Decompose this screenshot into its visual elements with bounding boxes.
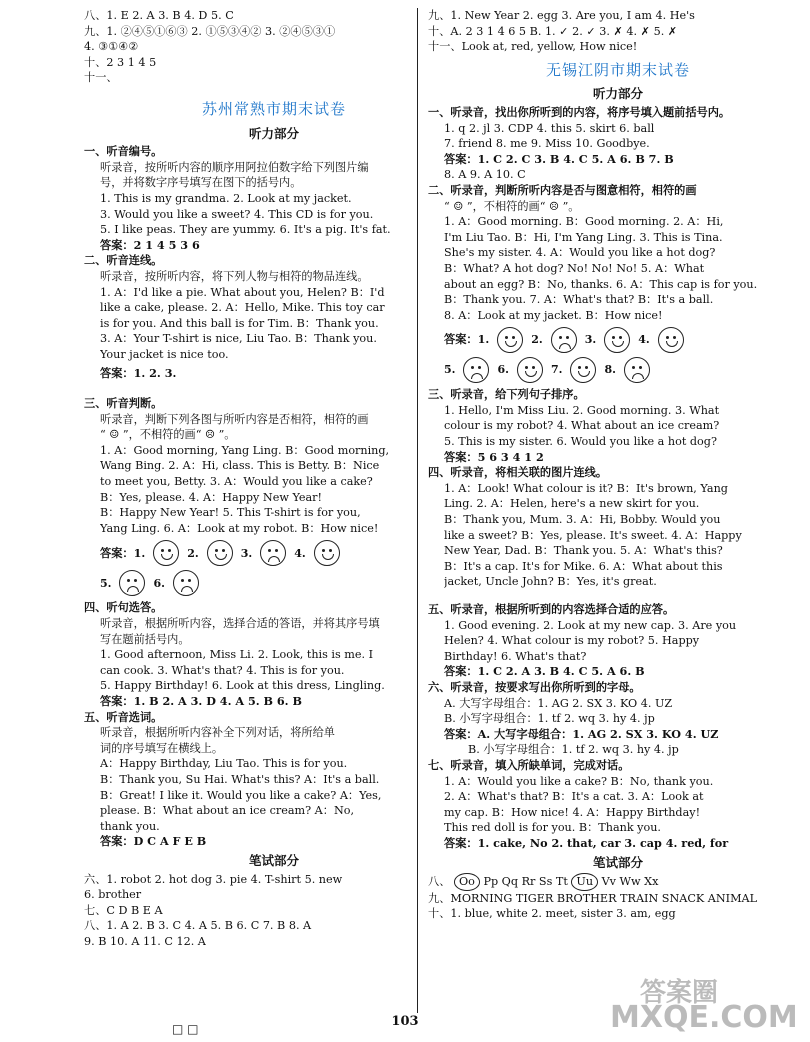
answer-line: 九、1. ②④⑤①⑥③ 2. ①⑤③④② 3. ②④⑤③①: [84, 24, 336, 38]
right-s5-answer: 答案：1. C 2. A 3. B 4. C 5. A 6. B: [444, 664, 645, 679]
left-exam-title: 苏州常熟市期末试卷: [201, 99, 346, 118]
right-s1-body: [428, 121, 808, 152]
right-column: [428, 8, 808, 922]
text-line: I'm Liu Tao. B：Hi, I'm Yang Ling. 3. This is Tina.: [444, 230, 723, 244]
left-s4-body: [84, 616, 464, 694]
left-s3-heading: 三、听音判断。: [84, 397, 163, 411]
happy-face-icon: [497, 327, 523, 353]
right-s6-answer: 答案：A. 大写字母组合：1. AG 2. SX 3. KO 4. UZ: [444, 726, 719, 741]
text-line: B：Great! I like it. Would you like a cake? A：Yes,: [100, 788, 382, 802]
text-line: 1. Good afternoon, Miss Li. 2. Look, this is me. I: [100, 648, 374, 662]
happy-face-icon: [207, 540, 233, 566]
circled-letter: Oo: [454, 873, 480, 891]
text-line: 5. This is my sister. 6. Would you like a hot dog?: [444, 435, 717, 449]
left-s3-body: [84, 443, 464, 537]
right-w10: 十、1. blue, white 2. meet, sister 3. am, egg: [428, 907, 676, 921]
right-s7-heading: 七、听录音，填入所缺单词，完成对话。: [428, 758, 630, 772]
text-line: 听录音，判断下列各图与所听内容是否相符，相符的画: [100, 412, 369, 426]
text-line: 5. I like peas. They are yummy. 6. It's a pig. It's fat.: [100, 223, 391, 237]
right-s7-answer: 答案：1. cake, No 2. that, car 3. cap 4. red, for: [444, 835, 729, 850]
text-line: to meet you, Betty. 3. A：Would you like a cake?: [100, 475, 373, 489]
left-s4-heading: 四、听句选答。: [84, 601, 163, 615]
right-written-heading: 笔试部分: [592, 854, 643, 870]
right-s3-answer: 答案：5 6 3 4 1 2: [444, 449, 544, 464]
answer-line: 八、1. E 2. A 3. B 4. D 5. C: [84, 9, 234, 22]
right-top-answers: [428, 8, 808, 55]
text-line: “ ☺ ”，不相符的画“ ☹ ”。: [100, 428, 236, 442]
text-line: can cook. 3. What's that? 4. This is for you.: [100, 663, 345, 677]
right-s2-body: [428, 214, 808, 323]
right-listening-heading: 听力部分: [592, 86, 643, 102]
text-line: 听录音，按所听内容，将下列人物与相符的物品连线。: [100, 269, 369, 283]
text-line: B：What? A hot dog? No! No! No! 5. A：What: [444, 261, 705, 275]
left-s2-heading: 二、听音连线。: [84, 254, 163, 268]
sad-face-icon: [260, 540, 286, 566]
right-s7-body: [428, 774, 808, 836]
text-line: 听录音，根据所听内容补全下列对话，将所给单: [100, 726, 335, 740]
text-line: Wang Bing. 2. A：Hi, class. This is Betty. B：Nice: [100, 459, 380, 473]
text-line: thank you.: [100, 819, 160, 833]
text-line: B：Thank you, Mum. 3. A：Hi, Bobby. Would you: [444, 513, 721, 527]
happy-face-icon: [604, 327, 630, 353]
left-written-answers: [84, 872, 464, 950]
sad-face-icon: [624, 357, 650, 383]
text-line: 1. Good evening. 2. Look at my new cap. 3. Are you: [444, 618, 737, 632]
text-line: A. 大写字母组合：1. AG 2. SX 3. KO 4. UZ: [444, 696, 673, 710]
text-line: Helen? 4. What colour is my robot? 5. Happy: [444, 634, 700, 648]
left-column: [84, 8, 464, 949]
text-line: B：Yes, please. 4. A：Happy New Year!: [100, 490, 323, 504]
left-s3-instructions: [84, 412, 464, 443]
answer-line: 9. B 10. A 11. C 12. A: [84, 934, 206, 948]
right-s4-heading: 四、听录音，将相关联的图片连线。: [428, 466, 608, 480]
left-s3-answer-faces-row2: 5. 6.: [84, 570, 464, 596]
text-line: Yang Ling. 6. A：Look at my robot. B：How nice!: [100, 521, 379, 535]
text-line: colour is my robot? 4. What about an ice cream?: [444, 419, 720, 433]
right-exam-title: 无锡江阴市期末试卷: [545, 60, 690, 79]
text-line: 1. Hello, I'm Miss Liu. 2. Good morning. 3. What: [444, 403, 720, 417]
sad-face-icon: [119, 570, 145, 596]
left-top-answers: [84, 8, 464, 86]
text-line: 写在题前括号内。: [100, 632, 190, 646]
circled-letter: Uu: [571, 873, 598, 891]
text-line: is for you. And this ball is for Tim. B：Thank you.: [100, 316, 379, 330]
text-line: 听录音，根据所听内容，选择合适的答语，并将其序号填: [100, 617, 380, 630]
text-line: B：Thank you, Su Hai. What's this? A：It's a ball.: [100, 772, 380, 786]
text-line: Birthday! 6. What's that?: [444, 649, 587, 663]
text-line: please. B：What about an ice cream? A：No,: [100, 804, 355, 818]
right-s2-answer-faces: 答案：1. 2. 3. 4.: [428, 327, 808, 353]
right-s3-heading: 三、听录音，给下列句子排序。: [428, 388, 585, 402]
left-s2-answer: 答案：1. 2. 3.: [100, 366, 177, 381]
happy-face-icon: [570, 357, 596, 383]
sad-face-icon: [463, 357, 489, 383]
text-line: B：Thank you. 7. A：What's that? B：It's a ball.: [444, 293, 714, 307]
right-s6-answer-cont: B. 小写字母组合：1. tf 2. wq 3. hy 4. jp: [468, 743, 679, 757]
text-line: B：It's a cap. It's for Mike. 6. A：What about this: [444, 559, 723, 573]
page-number: 103: [391, 1014, 419, 1029]
happy-face-icon: [517, 357, 543, 383]
text-line: She's my sister. 4. A：Would you like a hot dog?: [444, 246, 716, 260]
left-s5-body: [84, 725, 464, 834]
text-line: 1. q 2. jl 3. CDP 4. this 5. skirt 6. ball: [444, 121, 655, 135]
text-line: 1. A：Look! What colour is it? B：It's brown, Yang: [444, 481, 728, 495]
right-s2-answer-label: 答案：1.: [444, 332, 490, 347]
text-line: 号，并将数字序号填写在图下的括号内。: [100, 176, 302, 190]
right-s6-heading: 六、听录音，按要求写出你所听到的字母。: [428, 680, 641, 694]
left-s1-answer: 答案：2 1 4 5 3 6: [100, 237, 200, 252]
text-line: 1. A：I'd like a pie. What about you, Helen? B：I'd: [100, 285, 385, 299]
left-s5-answer: 答案：D C A F E B: [100, 834, 207, 849]
bottom-mark: □ □: [172, 1022, 199, 1036]
answer-line: 七、C D B E A: [84, 903, 163, 917]
left-s2-body: [84, 269, 464, 363]
right-w9: 九、MORNING TIGER BROTHER TRAIN SNACK ANIMAL: [428, 891, 758, 905]
text-line: 1. A：Good morning. B：Good morning. 2. A：Hi,: [444, 215, 724, 229]
answer-line: 十、A. 2 3 1 4 6 5 B. 1. ✓ 2. ✓ 3. ✗ 4. ✗ 5. ✗: [428, 24, 678, 38]
text-line: B：Happy New Year! 5. This T-shirt is for you,: [100, 506, 361, 520]
left-s3-answer-label: 答案：1.: [100, 545, 146, 560]
text-line: like a sweet? B：Yes, please. It's sweet. 4. A：Happy: [444, 528, 742, 542]
text-line: 8. A：Look at my jacket. B：How nice!: [444, 308, 663, 322]
sad-face-icon: [173, 570, 199, 596]
watermark: MXQE.COM: [610, 1000, 798, 1035]
text-line: 7. friend 8. me 9. Miss 10. Goodbye.: [444, 137, 650, 151]
text-line: Ling. 2. A：Helen, here's a new skirt for you.: [444, 497, 700, 511]
text-line: 3. Would you like a sweet? 4. This CD is for you.: [100, 207, 374, 221]
right-s2-faces-line: “ ☺ ”，不相符的画“ ☹ ”。: [444, 199, 580, 213]
text-line: 2. A：What's that? B：It's a cat. 3. A：Look at: [444, 790, 704, 804]
answer-line: 十一、: [84, 71, 118, 85]
right-s1-answer-cont: 8. A 9. A 10. C: [444, 168, 526, 182]
left-s5-heading: 五、听音选词。: [84, 710, 163, 724]
watermark-cn: 答案圈: [640, 978, 719, 1008]
left-listening-heading: 听力部分: [248, 125, 299, 141]
happy-face-icon: [314, 540, 340, 566]
right-s3-body: [428, 403, 808, 450]
right-w8: 八、 Oo Pp Qq Rr Ss Tt Uu Vv Ww Xx: [428, 873, 808, 891]
left-s1-heading: 一、听音编号。: [84, 145, 163, 159]
right-s2-heading: 二、听录音，判断所听内容是否与图意相符，相符的画: [428, 183, 697, 197]
right-s1-answer: 答案：1. C 2. C 3. B 4. C 5. A 6. B 7. B: [444, 151, 674, 166]
text-line: 3. A：Your T-shirt is nice, Liu Tao. B：Thank you.: [100, 332, 377, 346]
happy-face-icon: [658, 327, 684, 353]
text-line: New Year, Dad. B：Thank you. 5. A：What's this?: [444, 544, 723, 558]
answer-line: 八、1. A 2. B 3. C 4. A 5. B 6. C 7. B 8. A: [84, 919, 312, 933]
text-line: This red doll is for you. B：Thank you.: [444, 821, 661, 835]
text-line: like a cake, please. 2. A：Hello, Mike. This toy car: [100, 301, 385, 315]
left-s4-answer: 答案：1. B 2. A 3. D 4. A 5. B 6. B: [100, 693, 302, 708]
answer-line: 六、1. robot 2. hot dog 3. pie 4. T-shirt 5. new: [84, 872, 343, 886]
right-s1-heading: 一、听录音，找出你所听到的内容，将序号填入题前括号内。: [428, 105, 731, 119]
text-line: jacket, Uncle John? B：Yes, it's great.: [444, 575, 657, 589]
left-written-heading: 笔试部分: [248, 852, 299, 868]
text-line: 1. A：Good morning, Yang Ling. B：Good morning,: [100, 443, 390, 457]
text-line: my cap. B：How nice! 4. A：Happy Birthday!: [444, 805, 701, 819]
text-line: A：Happy Birthday, Liu Tao. This is for you.: [100, 757, 348, 771]
text-line: about an egg? B：No, thanks. 6. A：This cap is for you.: [444, 277, 758, 291]
text-line: Your jacket is nice too.: [100, 347, 229, 361]
answer-line: 九、1. New Year 2. egg 3. Are you, I am 4. He's: [428, 9, 695, 22]
right-s2-answer-faces-row2: 5. 6. 7. 8.: [428, 357, 808, 383]
answer-line: 4. ③①④②: [84, 40, 139, 54]
answer-line: 6. brother: [84, 888, 142, 902]
right-s5-heading: 五、听录音，根据所听到的内容选择合适的应答。: [428, 603, 675, 616]
text-line: 词的序号填写在横线上。: [100, 741, 224, 755]
text-line: 5. Happy Birthday! 6. Look at this dress, Lingling.: [100, 679, 385, 693]
left-s1-body: [84, 160, 464, 238]
answer-line: 十一、Look at, red, yellow, How nice!: [428, 40, 638, 54]
text-line: B. 小写字母组合：1. tf 2. wq 3. hy 4. jp: [444, 712, 655, 726]
text-line: 1. This is my grandma. 2. Look at my jacket.: [100, 191, 352, 205]
text-line: 听录音，按所听内容的顺序用阿拉伯数字给下列图片编: [100, 160, 369, 174]
happy-face-icon: [153, 540, 179, 566]
right-s5-body: [428, 618, 808, 665]
right-s4-body: [428, 481, 808, 590]
left-s3-answer-faces: 答案：1. 2. 3. 4.: [84, 540, 464, 566]
sad-face-icon: [551, 327, 577, 353]
right-s6-body: [428, 696, 808, 727]
text-line: 1. A：Would you like a cake? B：No, thank you.: [444, 774, 714, 788]
answer-line: 十、2 3 1 4 5: [84, 55, 157, 69]
